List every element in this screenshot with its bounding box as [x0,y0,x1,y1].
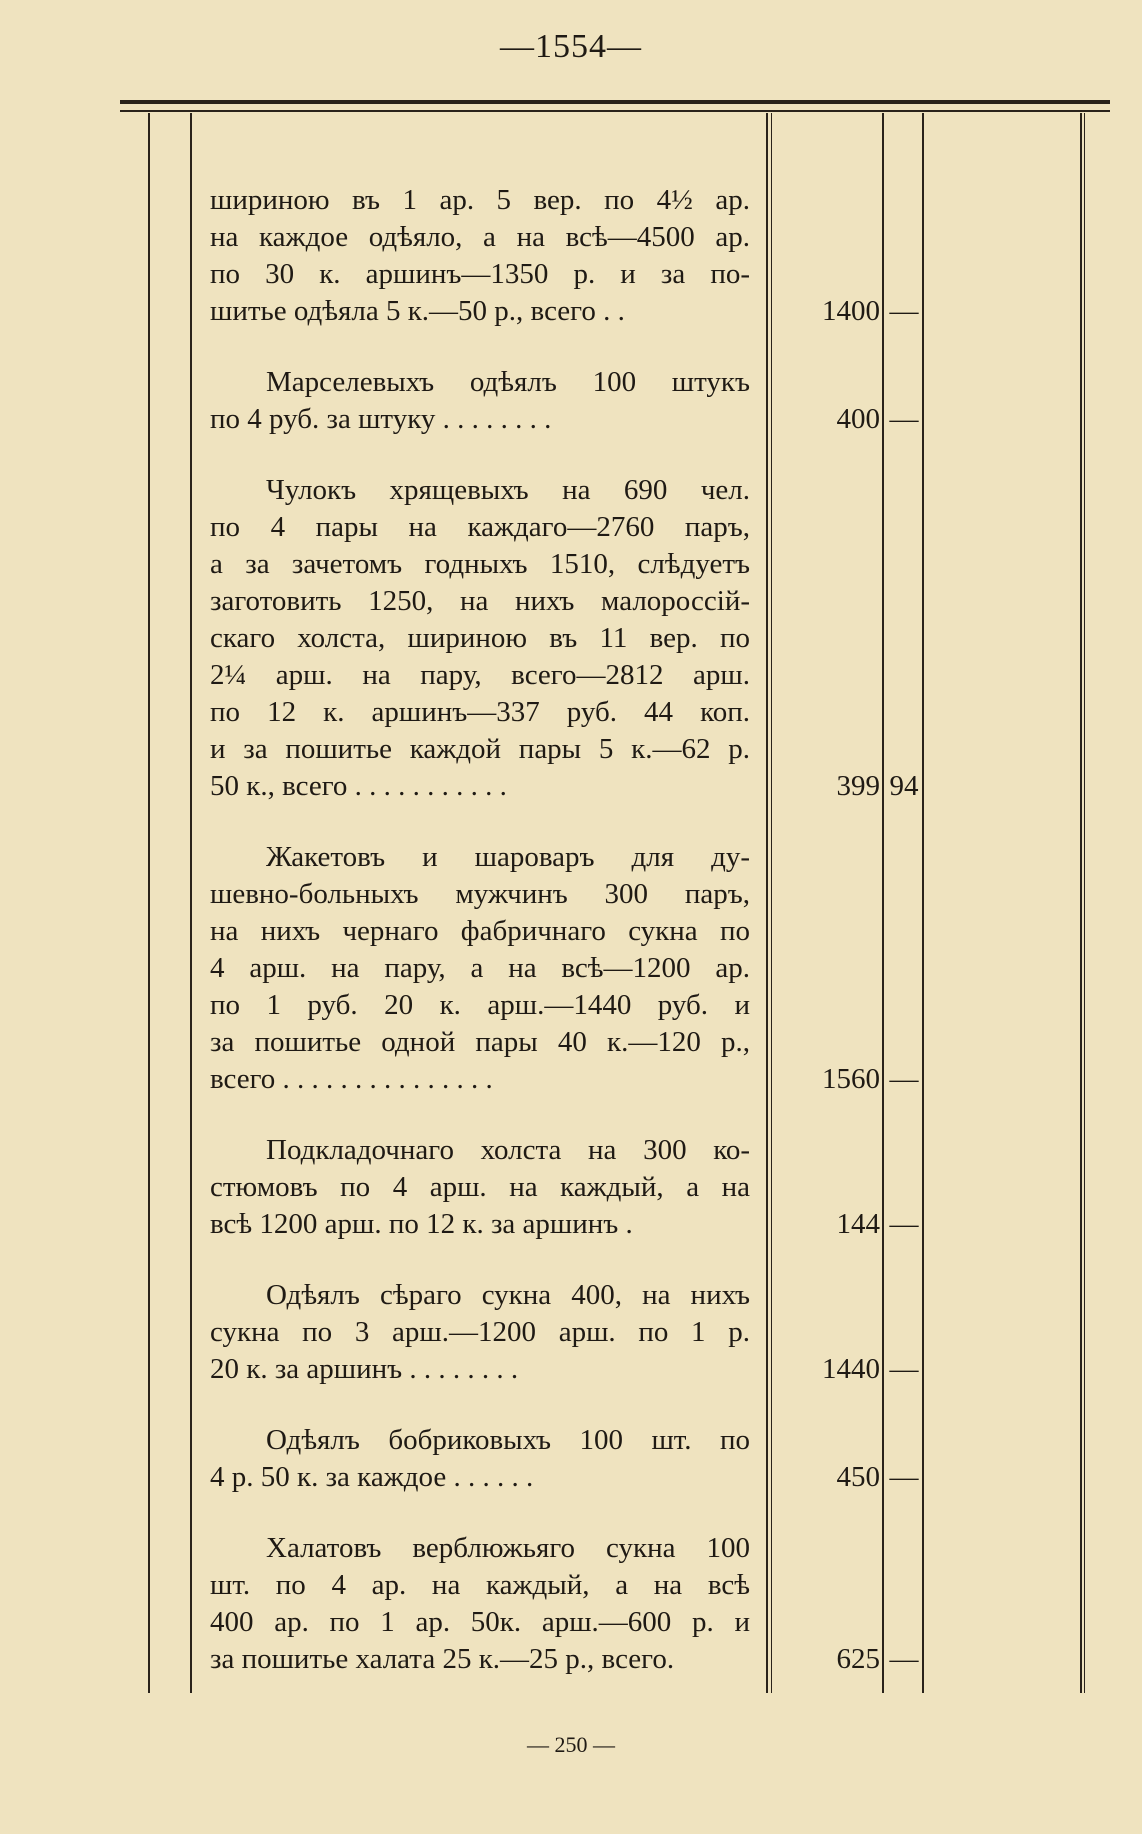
entry-line [210,839,1110,876]
entry-line [210,620,1110,657]
entry-text: 400 ар. по 1 ар. 50к. арш.—600 р. и [210,1606,750,1638]
entry-text: а за зачетомъ годныхъ 1510, слѣдуетъ [210,548,750,580]
entry-line [210,1422,1110,1459]
amount-rubles: 1440 [822,1353,880,1385]
column-divider [148,113,150,1693]
entry-text: за пошитье одной пары 40 к.—120 р., [210,1026,750,1058]
amount-rubles: 144 [836,1208,880,1240]
entry-text: Одѣялъ сѣраго сукна 400, на нихъ [266,1279,750,1311]
entry-text: Халатовъ верблюжьяго сукна 100 [266,1532,750,1564]
entry-line [210,1169,1110,1206]
entry-line [210,1132,1110,1169]
entry-line [210,583,1110,620]
amount-rubles: 450 [836,1461,880,1493]
amount-kopecks: — [889,1461,919,1493]
amount-rubles: 625 [836,1643,880,1675]
ledger-entry [210,1422,1110,1496]
entry-line [210,1061,1110,1098]
entry-line [210,876,1110,913]
entry-line [210,546,1110,583]
amount-kopecks: — [889,1353,919,1385]
entry-line [210,694,1110,731]
entry-line [210,256,1110,293]
ledger-entries [210,182,1110,1712]
header-rule-thin [120,110,1110,112]
entry-text: 4 арш. на пару, а на всѣ—1200 ар. [210,952,750,984]
amount-kopecks: — [889,295,919,327]
entry-text: Одѣялъ бобриковыхъ 100 шт. по [266,1424,750,1456]
entry-line [210,731,1110,768]
header-rule-thick [120,100,1110,104]
entry-text: сукна по 3 арш.—1200 арш. по 1 р. [210,1316,750,1348]
entry-line [210,509,1110,546]
entry-text: Жакетовъ и шароваръ для ду- [266,841,750,873]
entry-text: шевно-больныхъ мужчинъ 300 паръ, [210,878,750,910]
ledger-entry [210,1132,1110,1243]
entry-text: всѣ 1200 арш. по 12 к. за аршинъ . [210,1208,633,1240]
amount-rubles: 1400 [822,295,880,327]
entry-line [210,182,1110,219]
entry-line [210,472,1110,509]
entry-line [210,657,1110,694]
entry-text: шт. по 4 ар. на каждый, а на всѣ [210,1569,750,1601]
column-divider [190,113,192,1693]
entry-text: заготовить 1250, на нихъ малороссій- [210,585,750,617]
entry-text: шитье одѣяла 5 к.—50 р., всего . . [210,295,625,327]
amount-kopecks: 94 [889,770,919,802]
amount-kopecks: — [889,403,919,435]
entry-text: и за пошитье каждой пары 5 к.—62 р. [210,733,750,765]
amount-kopecks: — [889,1643,919,1675]
entry-text: Чулокъ хрящевыхъ на 690 чел. [266,474,750,506]
entry-text: скаго холста, шириною въ 11 вер. по [210,622,750,654]
entry-line [210,1024,1110,1061]
entry-line [210,219,1110,256]
ledger-entry [210,364,1110,438]
entry-line [210,364,1110,401]
entry-text: по 4 руб. за штуку . . . . . . . . [210,403,552,435]
entry-text: Марселевыхъ одѣялъ 100 штукъ [266,366,750,398]
entry-text: 50 к., всего . . . . . . . . . . . [210,770,507,802]
entry-text: Подкладочнаго холста на 300 ко- [266,1134,750,1166]
entry-text: по 30 к. аршинъ—1350 р. и за по- [210,258,750,290]
entry-text: 20 к. за аршинъ . . . . . . . . [210,1353,519,1385]
ledger-entry [210,1530,1110,1678]
amount-kopecks: — [889,1063,919,1095]
entry-line [210,1314,1110,1351]
ledger-entry [210,472,1110,805]
entry-line [210,1206,1110,1243]
entry-text: за пошитье халата 25 к.—25 р., всего. [210,1643,675,1675]
entry-line [210,950,1110,987]
entry-line [210,987,1110,1024]
ledger-entry [210,1277,1110,1388]
entry-text: шириною въ 1 ар. 5 вер. по 4½ ар. [210,184,750,216]
page-number-header: —1554— [500,28,642,65]
entry-text: на нихъ чернаго фабричнаго сукна по [210,915,750,947]
entry-line [210,1641,1110,1678]
entry-line [210,1530,1110,1567]
entry-text: по 4 пары на каждаго—2760 паръ, [210,511,750,543]
entry-text: 2¼ арш. на пару, всего—2812 арш. [210,659,750,691]
entry-line [210,913,1110,950]
amount-rubles: 1560 [822,1063,880,1095]
entry-line [210,768,1110,805]
entry-text: всего . . . . . . . . . . . . . . . [210,1063,493,1095]
amount-rubles: 399 [836,770,880,802]
entry-line [210,1567,1110,1604]
entry-text: по 1 руб. 20 к. арш.—1440 руб. и [210,989,750,1021]
entry-text: 4 р. 50 к. за каждое . . . . . . [210,1461,534,1493]
ledger-entry [210,839,1110,1098]
entry-text: по 12 к. аршинъ—337 руб. 44 коп. [210,696,750,728]
entry-line [210,1459,1110,1496]
entry-line [210,1277,1110,1314]
entry-line [210,1351,1110,1388]
entry-line [210,293,1110,330]
entry-text: на каждое одѣяло, а на всѣ—4500 ар. [210,221,750,253]
entry-text: стюмовъ по 4 арш. на каждый, а на [210,1171,750,1203]
ledger-entry [210,182,1110,330]
entry-line [210,1604,1110,1641]
amount-rubles: 400 [836,403,880,435]
amount-kopecks: — [889,1208,919,1240]
entry-line [210,401,1110,438]
page-footer: — 250 — [527,1732,615,1757]
